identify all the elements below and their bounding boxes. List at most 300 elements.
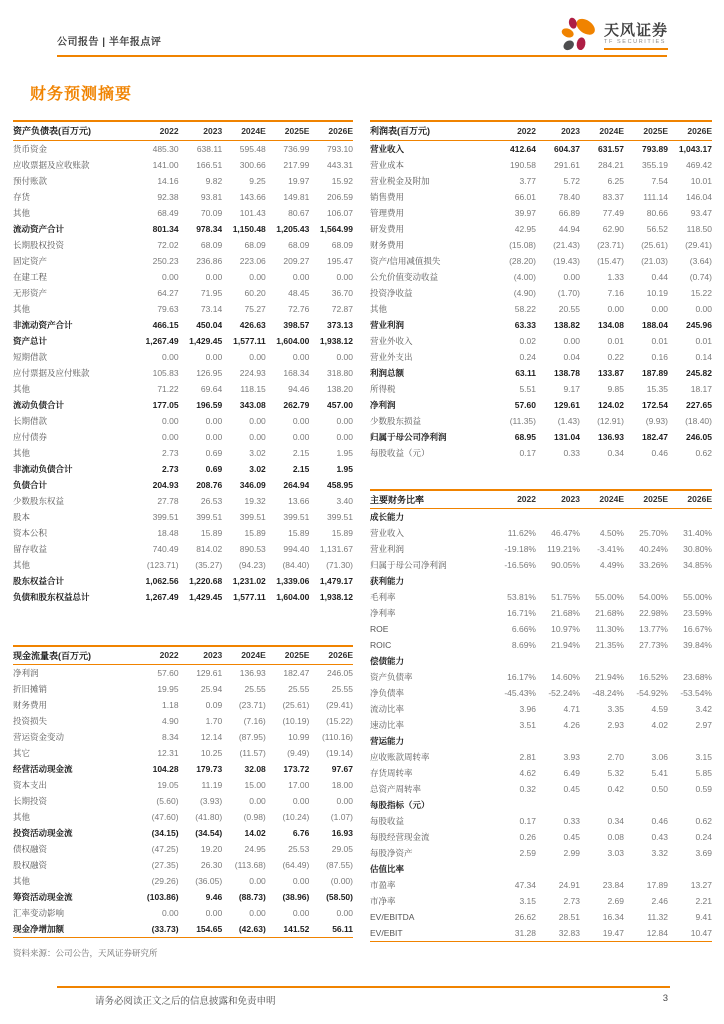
table-row — [370, 845, 712, 861]
row-label: ROE — [370, 624, 389, 634]
cell: (19.43) — [553, 255, 580, 266]
cell: 77.49 — [602, 207, 624, 218]
cell: 9.41 — [695, 912, 712, 922]
cell: 149.81 — [283, 191, 310, 202]
table-row — [370, 573, 712, 589]
brand-text — [604, 22, 668, 50]
cell: (15.22) — [326, 716, 353, 726]
cell: 26.62 — [514, 912, 536, 922]
table-cash_flow — [13, 645, 353, 939]
table-row — [13, 825, 353, 841]
cell: 22.98% — [639, 608, 668, 618]
cell: 68.09 — [331, 239, 353, 250]
row-label: 存货 — [13, 191, 31, 202]
row-label: 研发费用 — [370, 223, 405, 234]
cell: 0.62 — [695, 816, 712, 826]
cell — [668, 733, 712, 749]
table-row — [370, 781, 712, 797]
cell: (41.80) — [195, 812, 223, 822]
cell: 0.00 — [651, 303, 668, 314]
table-row — [370, 445, 712, 461]
table-row — [13, 921, 353, 938]
cell: 119.21% — [547, 544, 580, 554]
row-label: 资本支出 — [13, 780, 48, 790]
row-label: 市盈率 — [370, 880, 396, 890]
row-label: 流动负债合计 — [13, 399, 65, 410]
cell: 0.00 — [249, 908, 266, 918]
cell: 0.00 — [249, 271, 266, 282]
year-column-header: 2022 — [492, 121, 536, 140]
cell: 595.48 — [239, 143, 266, 154]
row-label: 每股净资产 — [370, 848, 413, 858]
cell: 33.26% — [639, 560, 668, 570]
cell: -52.24% — [548, 688, 580, 698]
page-title: 财务预测摘要 — [30, 86, 133, 103]
cell: 3.02 — [249, 447, 266, 458]
cell: 63.33 — [514, 319, 536, 330]
cell: 0.50 — [651, 784, 668, 794]
cell: 93.47 — [690, 207, 712, 218]
row-label: 营业利润 — [370, 544, 405, 554]
cell: 106.07 — [327, 207, 353, 218]
cell: 1,577.11 — [233, 335, 266, 346]
cell: 39.97 — [514, 207, 536, 218]
cell: 0.16 — [651, 351, 668, 362]
cell: 15.89 — [200, 527, 223, 538]
cell: 97.67 — [331, 764, 353, 774]
cell: 2.97 — [695, 720, 712, 730]
cell: 1.95 — [336, 447, 353, 458]
cell: 978.34 — [196, 223, 223, 234]
row-label: 股权融资 — [13, 860, 48, 870]
table-row — [13, 365, 353, 381]
cell: 48.45 — [288, 287, 310, 298]
row-label: 现金净增加额 — [13, 924, 65, 934]
cell: 126.95 — [196, 367, 223, 378]
cell: 0.34 — [607, 816, 624, 826]
cell: 64.27 — [157, 287, 179, 298]
table-row — [370, 621, 712, 637]
row-label: 每股收益 — [370, 816, 405, 826]
cell — [580, 573, 624, 589]
cell: 9.82 — [205, 175, 223, 186]
cell: 188.04 — [642, 319, 668, 330]
cell: 15.00 — [244, 780, 266, 790]
row-label: 少数股东权益 — [13, 495, 65, 506]
cell: 398.57 — [283, 319, 310, 330]
cell: 0.62 — [695, 447, 712, 458]
row-label: 存货周转率 — [370, 768, 413, 778]
cell: 21.94% — [551, 640, 580, 650]
cash-flow-table-container — [13, 645, 353, 939]
cell — [536, 509, 580, 526]
cell: 485.30 — [152, 143, 179, 154]
table-header-row — [370, 490, 712, 509]
cell: 71.95 — [200, 287, 223, 298]
left-column — [13, 120, 353, 959]
cell: 17.89 — [646, 880, 668, 890]
cell: 814.02 — [196, 543, 223, 554]
table-row — [370, 605, 712, 621]
cell: (87.55) — [326, 860, 353, 870]
cell: 9.46 — [205, 892, 223, 902]
table-head — [13, 646, 353, 665]
table-row — [13, 873, 353, 889]
table-row — [13, 777, 353, 793]
cell: 4.71 — [563, 704, 580, 714]
year-column-header: 2023 — [536, 490, 580, 509]
cell: 412.64 — [510, 143, 536, 154]
cell: 399.51 — [283, 511, 310, 522]
table-row — [13, 905, 353, 921]
row-label: 获利能力 — [370, 576, 405, 586]
cell: 105.83 — [152, 367, 179, 378]
cell: 3.96 — [519, 704, 536, 714]
cell: 14.16 — [157, 175, 179, 186]
cell: 9.85 — [607, 383, 624, 394]
cell: 2.73 — [162, 463, 179, 474]
cell: 8.69% — [511, 640, 536, 650]
cell: -53.54% — [680, 688, 712, 698]
cell: 1,043.17 — [678, 143, 712, 154]
cell: 27.73% — [639, 640, 668, 650]
cell — [668, 797, 712, 813]
row-label: 股东权益合计 — [13, 575, 65, 586]
cell: (1.70) — [557, 287, 580, 298]
footer-disclaimer: 请务必阅读正文之后的信息披露和免责申明 — [95, 996, 276, 1007]
cell: 56.52 — [646, 223, 668, 234]
row-label: EV/EBIT — [370, 928, 403, 938]
cell: (38.96) — [282, 892, 310, 902]
cell: 227.65 — [686, 399, 712, 410]
cell: 68.95 — [514, 431, 536, 442]
cell: 2.93 — [607, 720, 624, 730]
table-row — [13, 681, 353, 697]
row-label: 应付票据及应付账款 — [13, 367, 90, 378]
cell: 10.97% — [551, 624, 580, 634]
row-label: 其他 — [13, 559, 31, 570]
table-row — [370, 397, 712, 413]
cell: 245.96 — [686, 319, 712, 330]
cell: 25.70% — [639, 528, 668, 538]
cell: 31.40% — [683, 528, 712, 538]
cell: 146.04 — [686, 191, 712, 202]
row-label: 营业税金及附加 — [370, 175, 430, 186]
cell: 12.14 — [200, 732, 223, 742]
table-row — [13, 809, 353, 825]
cell: 291.61 — [554, 159, 580, 170]
cell: 154.65 — [196, 924, 223, 934]
cell: 4.59 — [651, 704, 668, 714]
cell: (94.23) — [238, 559, 266, 570]
cell: 92.38 — [157, 191, 179, 202]
cell: 25.55 — [288, 684, 310, 694]
cell: (113.68) — [234, 860, 266, 870]
cell: 29.05 — [331, 844, 353, 854]
cell: 9.25 — [249, 175, 266, 186]
cell: 24.95 — [244, 844, 266, 854]
cell: 21.94% — [595, 672, 624, 682]
table-row — [13, 349, 353, 365]
cell: (7.16) — [243, 716, 266, 726]
cell: 28.51 — [558, 912, 580, 922]
cell — [624, 509, 668, 526]
cell: 25.55 — [244, 684, 266, 694]
cell: 4.50% — [599, 528, 624, 538]
cell — [624, 861, 668, 877]
table-row — [13, 713, 353, 729]
cell: 0.42 — [607, 784, 624, 794]
year-column-header: 2026E — [668, 121, 712, 140]
cell: 9.17 — [563, 383, 580, 394]
cell: 21.68% — [551, 608, 580, 618]
cell: 0.14 — [695, 351, 712, 362]
cell: 68.09 — [244, 239, 266, 250]
row-label: 营业收入 — [370, 143, 405, 154]
cell: 72.87 — [331, 303, 353, 314]
table-head — [370, 490, 712, 509]
table-row — [13, 429, 353, 445]
cell: 134.08 — [598, 319, 624, 330]
cell: 90.05% — [551, 560, 580, 570]
cell: 0.33 — [563, 447, 580, 458]
row-label: 资产总计 — [13, 335, 48, 346]
table-row — [13, 525, 353, 541]
cell: (36.05) — [195, 876, 223, 886]
cell: 0.00 — [205, 415, 223, 426]
cell: 141.52 — [283, 924, 310, 934]
cell: 469.42 — [686, 159, 712, 170]
row-label: 销售费用 — [370, 191, 405, 202]
row-label: 营业成本 — [370, 159, 405, 170]
row-label: 毛利率 — [370, 592, 396, 602]
row-label: 非流动资产合计 — [13, 319, 73, 330]
cell: 204.93 — [152, 479, 179, 490]
cell — [492, 573, 536, 589]
cell: 0.00 — [336, 908, 353, 918]
cell: 24.91 — [558, 880, 580, 890]
cell: 1,231.02 — [232, 575, 266, 586]
table-head — [370, 121, 712, 140]
cell: 15.35 — [646, 383, 668, 394]
row-label: ROIC — [370, 640, 392, 650]
cell: 4.49% — [599, 560, 624, 570]
cell: 343.08 — [239, 399, 266, 410]
cell: 66.89 — [558, 207, 580, 218]
row-label: 公允价值变动收益 — [370, 271, 439, 282]
table-head — [13, 121, 353, 140]
cell: 14.02 — [244, 828, 266, 838]
table-row — [370, 749, 712, 765]
breadcrumb: 公司报告 | 半年报点评 — [57, 37, 162, 48]
row-label: 流动资产合计 — [13, 223, 65, 234]
cell: 4.26 — [563, 720, 580, 730]
cell: (15.47) — [597, 255, 624, 266]
row-label: 应收票据及应收账款 — [13, 159, 90, 170]
cell: (47.25) — [151, 844, 179, 854]
table-row — [370, 221, 712, 237]
cell: 69.64 — [200, 383, 223, 394]
row-label: EV/EBITDA — [370, 912, 415, 922]
cell: 443.31 — [327, 159, 353, 170]
cell: 0.69 — [205, 447, 223, 458]
cell — [668, 573, 712, 589]
cell: 0.00 — [292, 415, 310, 426]
cell: 51.75% — [551, 592, 580, 602]
table-row — [370, 765, 712, 781]
table-row — [370, 861, 712, 877]
row-label: 归属于母公司净利润 — [370, 431, 447, 442]
cell: -48.24% — [592, 688, 624, 698]
table-row — [13, 889, 353, 905]
table-row — [13, 269, 353, 285]
cell — [624, 797, 668, 813]
cell: 0.00 — [607, 303, 624, 314]
row-label: 无形资产 — [13, 287, 48, 298]
cell: 1,429.45 — [189, 335, 223, 346]
cell: 2.70 — [607, 752, 624, 762]
cell: 0.00 — [249, 796, 266, 806]
cell: 793.89 — [642, 143, 668, 154]
year-column-header: 2024E — [580, 121, 624, 140]
cell: 245.82 — [686, 367, 712, 378]
cell: 450.04 — [196, 319, 223, 330]
cell: 143.66 — [239, 191, 266, 202]
row-label: 折旧摊销 — [13, 684, 48, 694]
cell: 4.02 — [651, 720, 668, 730]
cell — [492, 509, 536, 526]
row-label: 股本 — [13, 511, 31, 522]
cell: 6.49 — [563, 768, 580, 778]
cell: (42.63) — [238, 924, 266, 934]
cell: 2.73 — [162, 447, 179, 458]
row-label: 少数股东损益 — [370, 415, 422, 426]
cell: 62.90 — [602, 223, 624, 234]
cell: 80.67 — [288, 207, 310, 218]
cell — [580, 861, 624, 877]
cell: 104.28 — [152, 764, 179, 774]
cell: 19.20 — [200, 844, 223, 854]
table-row — [370, 317, 712, 333]
cell: (84.40) — [282, 559, 310, 570]
content-columns — [13, 120, 712, 959]
cell: 0.00 — [292, 431, 310, 442]
table-row — [370, 653, 712, 669]
cell: 1,267.49 — [145, 335, 179, 346]
cell: 187.89 — [642, 367, 668, 378]
cell: 0.17 — [519, 447, 536, 458]
cell: 0.00 — [205, 271, 223, 282]
table-row — [370, 429, 712, 445]
row-label: 留存收益 — [13, 543, 48, 554]
row-label: 经营活动现金流 — [13, 764, 73, 774]
cell: (64.49) — [282, 860, 310, 870]
cell — [668, 509, 712, 526]
right-column — [370, 120, 712, 942]
year-column-header: 2023 — [536, 121, 580, 140]
table-row — [370, 301, 712, 317]
table-row — [370, 381, 712, 397]
table-row — [370, 413, 712, 429]
cell: 129.61 — [196, 668, 223, 678]
row-label: 净负债率 — [370, 688, 405, 698]
table-row — [13, 381, 353, 397]
cell: (71.30) — [326, 559, 353, 570]
cell: 72.76 — [288, 303, 310, 314]
table-row — [370, 637, 712, 653]
cell — [536, 733, 580, 749]
cell: 68.49 — [157, 207, 179, 218]
cell: 5.32 — [607, 768, 624, 778]
cell: 2.81 — [519, 752, 536, 762]
cell: 56.11 — [332, 924, 353, 934]
table-row — [370, 253, 712, 269]
cell: 631.57 — [598, 143, 624, 154]
cell: 16.71% — [507, 608, 536, 618]
cell: 25.94 — [200, 684, 223, 694]
row-label: 归属于母公司净利润 — [370, 560, 447, 570]
cell: 1,062.56 — [145, 575, 179, 586]
cell: 399.51 — [196, 511, 223, 522]
table-header-row — [13, 121, 353, 140]
row-label: 净利润 — [370, 399, 396, 410]
cell: 1,938.12 — [319, 591, 353, 602]
table-title: 利润表(百万元) — [370, 121, 492, 140]
cell: 40.24% — [639, 544, 668, 554]
row-label: 营运能力 — [370, 736, 405, 746]
cell: 466.15 — [152, 319, 179, 330]
cell: (19.14) — [326, 748, 353, 758]
cell: 0.09 — [205, 700, 223, 710]
table-row — [370, 189, 712, 205]
cell: 16.67% — [683, 624, 712, 634]
cell: 457.00 — [327, 399, 353, 410]
cell: 399.51 — [152, 511, 179, 522]
cell — [536, 797, 580, 813]
cell: (1.43) — [557, 415, 580, 426]
cell: (11.35) — [509, 415, 536, 426]
cell — [624, 573, 668, 589]
cell: 6.76 — [292, 828, 310, 838]
cell: 4.90 — [162, 716, 179, 726]
cell: 136.93 — [239, 668, 266, 678]
page-number: 3 — [662, 993, 668, 1004]
cell: 46.47% — [551, 528, 580, 538]
cell: (10.19) — [282, 716, 310, 726]
cell: 44.94 — [558, 223, 580, 234]
cell: 0.02 — [519, 335, 536, 346]
cell: 1.95 — [336, 463, 353, 474]
row-label: 其他 — [13, 303, 31, 314]
cell: 26.53 — [200, 495, 223, 506]
brand-subtitle: TF SECURITIES — [604, 39, 668, 50]
cell: 138.78 — [554, 367, 580, 378]
cell: 3.69 — [695, 848, 712, 858]
table-row — [13, 745, 353, 761]
cell: 94.46 — [288, 383, 310, 394]
table-row — [13, 509, 353, 525]
cell: 1,604.00 — [276, 591, 310, 602]
row-label: 其他 — [13, 447, 31, 458]
cell: 124.02 — [598, 399, 624, 410]
table-row — [370, 541, 712, 557]
cell — [536, 861, 580, 877]
cell: 16.52% — [639, 672, 668, 682]
row-label: 应收账款周转率 — [370, 752, 430, 762]
cell: 138.20 — [327, 383, 353, 394]
cell: 79.63 — [157, 303, 179, 314]
table-row — [13, 793, 353, 809]
